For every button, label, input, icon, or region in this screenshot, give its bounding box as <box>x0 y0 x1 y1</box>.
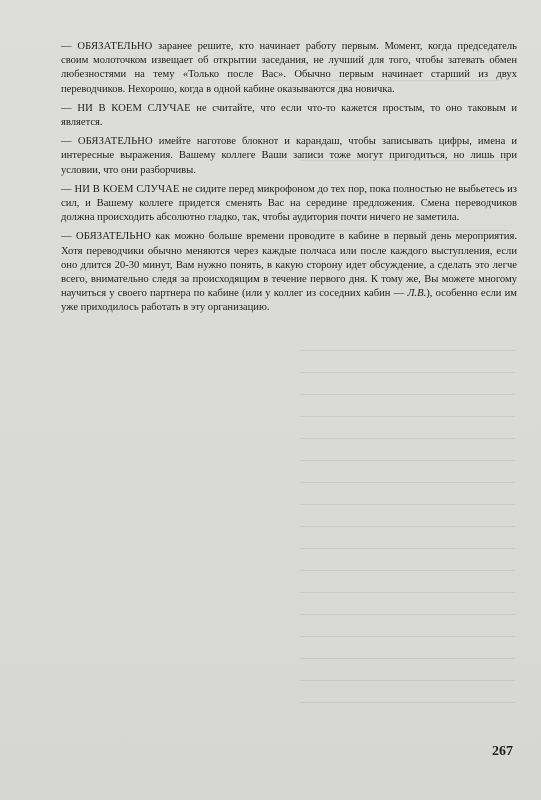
keyword-never: — НИ В КОЕМ СЛУЧАЕ <box>61 183 180 195</box>
paragraph-5 <box>61 230 517 315</box>
paragraph-text: заранее решите, кто начинает работу первым. Момент, когда председатель своим молоточком извещает об открытии заседания, не лучший для того, чтобы затевать обмен любезностями на тему «Только после Вас». Обычно первым начинает старший из двух переводчиков. Нехорошо, когда в одной кабине оказываются два новичка. <box>61 41 518 95</box>
keyword-obligatory: — ОБЯЗАТЕЛЬНО <box>61 136 153 148</box>
paragraph-2 <box>61 102 517 130</box>
paragraph-text: имейте наготове блокнот и карандаш, чтобы записывать цифры, имена и интересные выражения. Вашему коллеге Ваши записи тоже могут пригодиться, но лишь при условии, что они разборчивы. <box>61 136 517 176</box>
paragraph-text: как можно больше времени проводите в кабине в первый день мероприятия. Хотя переводчики обычно меняются через каждые полчаса или после каждого выступления, если оно длится 20-30 минут, Вам нужно понять, в какую сторону идет обсуждение, а сделать это легче всего, внимательно следя за происходящим в течение первого дня. К тому же, Вы можете многому научиться у своего партнера по кабине (или у коллег из соседних кабин — <box>61 231 517 300</box>
paragraph-text: не считайте, что если что-то кажется простым, то оно таковым и является. <box>61 102 517 129</box>
paragraph-4 <box>61 183 517 226</box>
author-initials: Л.В. <box>407 288 427 300</box>
paragraph-text: не сидите перед микрофоном до тех пор, пока полностью не выбьетесь из сил, и Вашему коллеге придется сменять Вас на середине предложения. Смена переводчиков должна происходить абсолютно гладко, так, чтобы аудитория почти ничего не заметила. <box>61 183 517 224</box>
keyword-obligatory: — ОБЯЗАТЕЛЬНО <box>61 231 151 243</box>
page-number: 267 <box>492 744 513 759</box>
paragraph-3 <box>61 135 517 178</box>
body-text <box>61 40 517 321</box>
keyword-never: — НИ В КОЕМ СЛУЧАЕ <box>61 102 191 114</box>
paragraph-tail: ), особенно если им уже приходилось работать в эту организацию. <box>61 288 517 314</box>
keyword-obligatory: — ОБЯЗАТЕЛЬНО <box>61 41 153 52</box>
paragraph-1 <box>61 40 517 97</box>
